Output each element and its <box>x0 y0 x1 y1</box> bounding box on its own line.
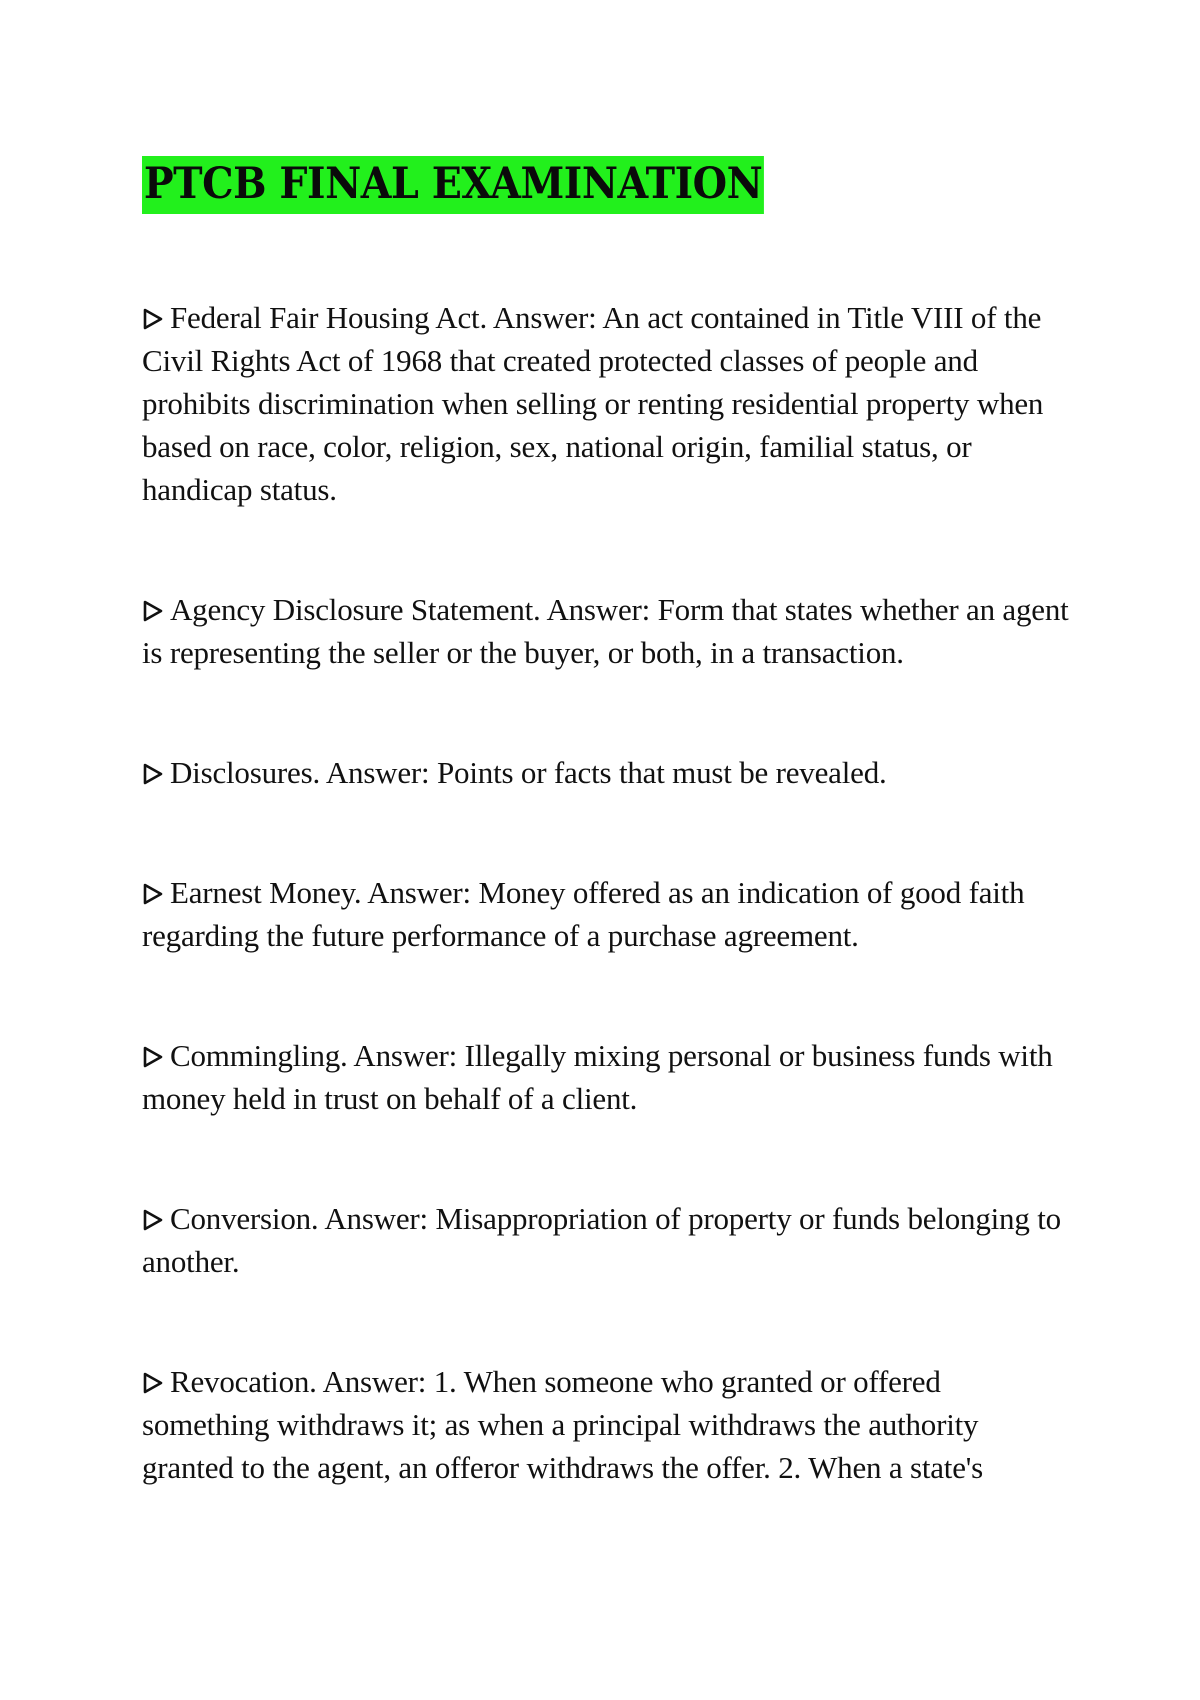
entry-list <box>142 296 1072 1566</box>
list-item <box>142 871 1072 957</box>
triangle-right-outline-icon <box>142 307 164 331</box>
triangle-right-outline-icon <box>142 1045 164 1069</box>
entry-text: Earnest Money. Answer: Money offered as an indication of good faith regarding the future performance of a purchase agreement. <box>142 875 1025 953</box>
list-item <box>142 588 1072 674</box>
entry-text: Disclosures. Answer: Points or facts that must be revealed. <box>170 755 887 790</box>
list-item <box>142 1360 1072 1489</box>
list-item <box>142 1034 1072 1120</box>
entry-text: Revocation. Answer: 1. When someone who granted or offered something withdraws it; as when a principal withdraws the authority granted to the agent, an offeror withdraws the offer. 2. When a state's <box>142 1364 984 1485</box>
entry-text: Agency Disclosure Statement. Answer: Form that states whether an agent is representing the seller or the buyer, or both, in a transaction. <box>142 592 1069 670</box>
list-item <box>142 296 1072 511</box>
list-item <box>142 751 1072 794</box>
triangle-right-outline-icon <box>142 1208 164 1232</box>
entry-text: Conversion. Answer: Misappropriation of property or funds belonging to another. <box>142 1201 1061 1279</box>
triangle-right-outline-icon <box>142 599 164 623</box>
entry-text: Commingling. Answer: Illegally mixing personal or business funds with money held in trust on behalf of a client. <box>142 1038 1053 1116</box>
page-title: PTCB FINAL EXAMINATION <box>142 156 764 214</box>
entry-text: Federal Fair Housing Act. Answer: An act contained in Title VIII of the Civil Rights Act of 1968 that created protected classes of people and prohibits discrimination when selling or renting residential property when based on race, color, religion, sex, national origin, familial status, or handicap status. <box>142 300 1044 507</box>
triangle-right-outline-icon <box>142 882 164 906</box>
triangle-right-outline-icon <box>142 762 164 786</box>
triangle-right-outline-icon <box>142 1371 164 1395</box>
title-container <box>142 156 818 214</box>
list-item <box>142 1197 1072 1283</box>
